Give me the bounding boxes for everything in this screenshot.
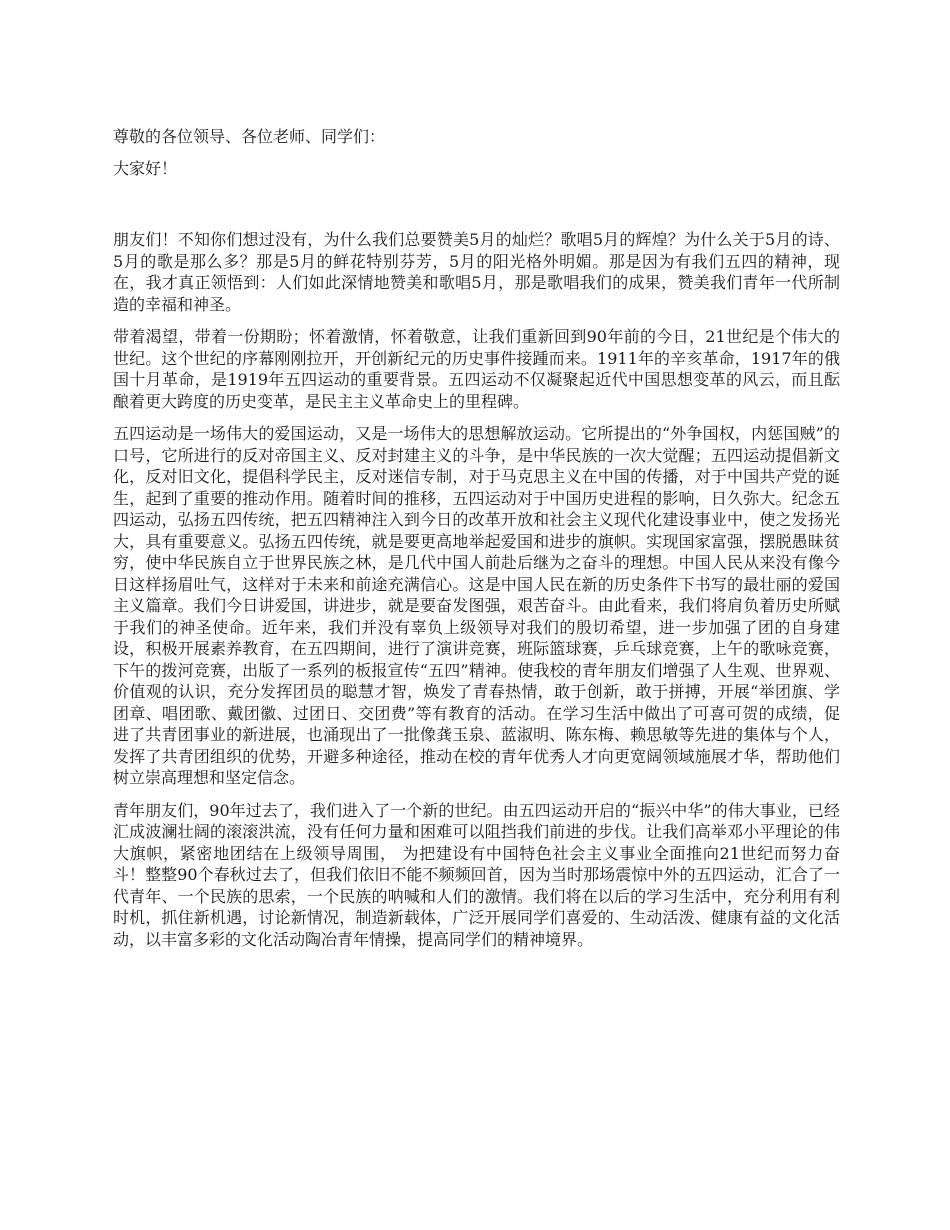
paragraph-4: 青年朋友们，90年过去了，我们进入了一个新的世纪。由五四运动开启的“振兴中华”的伟大事业，已经汇成波澜壮阔的滚滚洪流，没有任何力量和困难可以阻挡我们前进的步伐。让我们高举邓小平理论的伟大旗帜，紧密地团结在上级领导周围， 为把建设有中国特色社会主义事业全面推向21世纪而努力奋斗！整整90个春秋过去了，但我们依旧不能不频频回首，因为当时那场震惊中外的五四运动，汇合了一代青年、一个民族的思索，一个民族的呐喊和人们的激情。我们将在以后的学习生活中，充分利用有利时机，抓住新机遇，讨论新情况，制造新载体，广泛开展同学们喜爱的、生动活泼、健康有益的文化活动，以丰富多彩的文化活动陶冶青年情操，提高同学们的精神境界。 xyxy=(113,800,840,949)
document-page xyxy=(113,126,840,961)
paragraph-3: 五四运动是一场伟大的爱国运动，又是一场伟大的思想解放运动。它所提出的“外争国权，内惩国贼”的口号，它所进行的反对帝国主义、反对封建主义的斗争，是中华民族的一次大觉醒；五四运动提倡新文化，反对旧文化，提倡科学民主，反对迷信专制，对于马克思主义在中国的传播，对于中国共产党的诞生，起到了重要的推动作用。随着时间的推移，五四运动对于中国历史进程的影响，日久弥大。纪念五四运动，弘扬五四传统，把五四精神注入到今日的改革开放和社会主义现代化建设事业中，使之发扬光大，具有重要意义。弘扬五四传统，就是要更高地举起爱国和进步的旗帜。实现国家富强，摆脱愚昧贫穷，使中华民族自立于世界民族之林，是几代中国人前赴后继为之奋斗的理想。中国人民从来没有像今日这样扬眉吐气，这样对于未来和前途充满信心。这是中国人民在新的历史条件下书写的最壮丽的爱国主义篇章。我们今日讲爱国，讲进步，就是要奋发图强，艰苦奋斗。由此看来，我们将肩负着历史所赋于我们的神圣使命。近年来，我们并没有辜负上级领导对我们的殷切希望，进一步加强了团的自身建设，积极开展素养教育，在五四期间，进行了演讲竞赛，班际篮球赛，乒乓球竞赛，上午的歌咏竞赛，下午的拨河竞赛，出版了一系列的板报宣传“五四”精神。使我校的青年朋友们增强了人生观、世界观、价值观的认识，充分发挥团员的聪慧才智，焕发了青春热情，敢于创新，敢于拼搏，开展“举团旗、学团章、唱团歌、戴团徽、过团日、交团费”等有教育的活动。在学习生活中做出了可喜可贺的成绩，促进了共青团事业的新进展，也涌现出了一批像龚玉泉、蓝淑明、陈东梅、赖思敏等先进的集体与个人， 发挥了共青团组织的优势，开避多种途径，推动在校的青年优秀人才向更宽阔领域施展才华，帮助他们树立崇高理想和坚定信念。 xyxy=(113,424,840,787)
greeting: 大家好！ xyxy=(113,158,178,178)
paragraph-1: 朋友们！不知你们想过没有，为什么我们总要赞美5月的灿烂？歌唱5月的辉煌？为什么关于5月的诗、5月的歌是那么多？那是5月的鲜花特别芬芳，5月的阳光格外明媚。那是因为有我们五四的精神，现在，我才真正领悟到：人们如此深情地赞美和歌唱5月，那是歌唱我们的成果，赞美我们青年一代所制造的幸福和神圣。 xyxy=(113,230,840,314)
paragraph-2: 带着渴望，带着一份期盼；怀着激情，怀着敬意，让我们重新回到90年前的今日，21世纪是个伟大的世纪。这个世纪的序幕刚刚拉开，开创新纪元的历史事件接踵而来。1911年的辛亥革命，1917年的俄国十月革命，是1919年五四运动的重要背景。五四运动不仅凝聚起近代中国思想变革的风云，而且酝酿着更大跨度的历史变革，是民主主义革命史上的里程碑。 xyxy=(113,327,840,411)
salutation: 尊敬的各位领导、各位老师、同学们： xyxy=(113,127,386,146)
